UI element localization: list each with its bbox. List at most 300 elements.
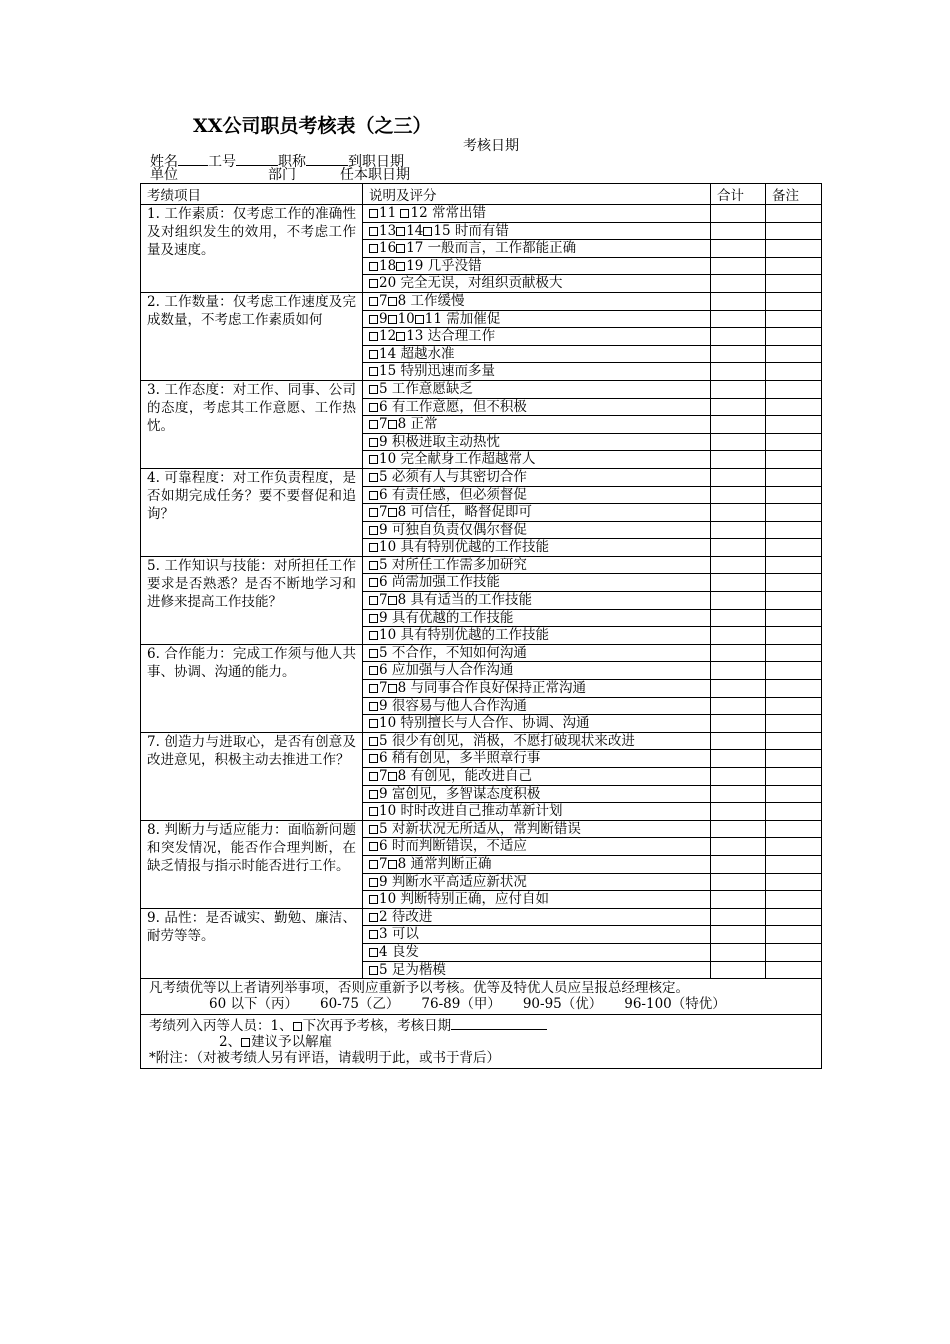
remark-cell[interactable] xyxy=(766,873,822,891)
assessment-item: 8. 判断力与适应能力：面临新问题和突发情况，能否作合理判断，在缺乏情报与指示时能否进行工作。 xyxy=(141,820,363,908)
remark-cell[interactable] xyxy=(766,539,822,557)
score-checkbox[interactable] xyxy=(369,807,378,816)
score-option-label: 15 时而有错 xyxy=(433,222,509,239)
score-option-label: 9 富创见，多智谋态度积极 xyxy=(379,785,541,802)
score-checkbox[interactable] xyxy=(415,315,424,324)
score-option-label: 17 一般而言，工作都能正确 xyxy=(406,240,577,257)
total-cell[interactable] xyxy=(711,486,766,504)
score-options-cell xyxy=(363,803,711,821)
score-checkbox[interactable] xyxy=(369,578,378,587)
score-options-cell xyxy=(363,433,711,451)
remark-cell[interactable] xyxy=(766,468,822,486)
remark-cell[interactable] xyxy=(766,926,822,944)
excellence-note: 凡考绩优等以上者请列举事项，否则应重新予以考核。优等及特优人员应呈报总经理核定。 xyxy=(149,980,689,997)
score-options-cell xyxy=(363,943,711,961)
remark-cell[interactable] xyxy=(766,855,822,873)
score-options-cell xyxy=(363,697,711,715)
score-option-label: 9 很容易与他人合作沟通 xyxy=(379,697,527,714)
score-option-label: 9 积极进取主动热忱 xyxy=(379,433,500,450)
total-cell[interactable] xyxy=(711,451,766,469)
score-option-label: 7 xyxy=(379,592,388,609)
total-cell[interactable] xyxy=(711,363,766,381)
dept-label: 部门 xyxy=(268,167,296,183)
remark-cell[interactable] xyxy=(766,222,822,240)
footer-action-cell xyxy=(141,1015,822,1069)
score-option-label: 10 特别擅长与人合作、协调、沟通 xyxy=(379,715,590,732)
score-option-label: 8 有创见，能改进自己 xyxy=(397,768,532,784)
score-option-label: 15 特别迅速而多量 xyxy=(379,363,495,380)
assessment-table xyxy=(140,183,822,1069)
score-checkbox[interactable] xyxy=(369,631,378,640)
total-cell[interactable] xyxy=(711,926,766,944)
total-cell[interactable] xyxy=(711,697,766,715)
id-label: 工号 xyxy=(208,154,236,170)
score-option-label: 5 对所任工作需多加研究 xyxy=(379,556,527,573)
remark-cell[interactable] xyxy=(766,592,822,610)
score-checkbox[interactable] xyxy=(369,966,378,975)
total-cell[interactable] xyxy=(711,838,766,856)
score-checkbox[interactable] xyxy=(369,754,378,763)
score-option-label: 9 可独自负责仅偶尔督促 xyxy=(379,521,527,538)
total-cell[interactable] xyxy=(711,820,766,838)
table-row xyxy=(141,644,822,662)
table-row xyxy=(141,292,822,310)
score-options-cell xyxy=(363,539,711,557)
score-option-label: 6 稍有创见，多半照章行事 xyxy=(379,750,541,767)
score-checkbox[interactable] xyxy=(369,526,378,535)
option-two-label: 2、 xyxy=(219,1034,242,1051)
score-option-label: 20 完全无误，对组织贡献极大 xyxy=(379,275,563,292)
score-checkbox[interactable] xyxy=(369,209,378,218)
score-options-cell xyxy=(363,468,711,486)
score-option-label: 12 常常出错 xyxy=(410,205,486,221)
assessment-item: 6. 合作能力：完成工作须与他人共事、协调、沟通的能力。 xyxy=(141,644,363,732)
score-options-cell xyxy=(363,504,711,522)
remark-cell[interactable] xyxy=(766,504,822,522)
remark-cell[interactable] xyxy=(766,398,822,416)
remark-cell[interactable] xyxy=(766,363,822,381)
total-cell[interactable] xyxy=(711,750,766,768)
score-options-cell xyxy=(363,521,711,539)
score-checkbox[interactable] xyxy=(369,684,378,693)
total-cell[interactable] xyxy=(711,275,766,293)
score-options-cell xyxy=(363,750,711,768)
class-c-label: 考绩列入丙等人员：1、 xyxy=(149,1018,293,1035)
remark-cell[interactable] xyxy=(766,768,822,786)
score-checkbox[interactable] xyxy=(369,825,378,834)
assessment-item: 4. 可靠程度：对工作负责程度，是否如期完成任务？要不要督促和追询？ xyxy=(141,468,363,556)
score-option-label: 8 工作缓慢 xyxy=(397,292,465,309)
assessment-date-label: 考核日期 xyxy=(463,138,519,154)
table-row xyxy=(141,732,822,750)
total-cell[interactable] xyxy=(711,644,766,662)
total-cell[interactable] xyxy=(711,732,766,750)
score-checkbox[interactable] xyxy=(369,649,378,658)
table-row xyxy=(141,820,822,838)
score-checkbox[interactable] xyxy=(400,209,409,218)
remark-cell[interactable] xyxy=(766,292,822,310)
score-checkbox[interactable] xyxy=(369,332,378,341)
score-checkbox[interactable] xyxy=(369,315,378,324)
total-cell[interactable] xyxy=(711,943,766,961)
score-option-label: 7 xyxy=(379,292,388,309)
total-cell[interactable] xyxy=(711,803,766,821)
grade-item: 60-75（乙） xyxy=(319,996,400,1013)
total-cell[interactable] xyxy=(711,556,766,574)
form-title: XX公司职员考核表（之三） xyxy=(193,115,432,137)
score-option-label: 8 具有适当的工作技能 xyxy=(397,592,532,609)
score-options-cell xyxy=(363,627,711,645)
total-cell[interactable] xyxy=(711,609,766,627)
remark-cell[interactable] xyxy=(766,820,822,838)
score-checkbox[interactable] xyxy=(369,772,378,781)
score-options-cell xyxy=(363,292,711,310)
remark-cell[interactable] xyxy=(766,574,822,592)
total-cell[interactable] xyxy=(711,574,766,592)
score-option-label: 2 待改进 xyxy=(379,908,433,925)
score-checkbox[interactable] xyxy=(396,227,405,236)
dismiss-line xyxy=(149,1034,821,1050)
total-cell[interactable] xyxy=(711,240,766,258)
score-options-cell xyxy=(363,486,711,504)
score-checkbox[interactable] xyxy=(388,420,397,429)
score-options-cell xyxy=(363,205,711,223)
reexam-date-field[interactable] xyxy=(451,1016,547,1030)
score-option-label: 8 通常判断正确 xyxy=(397,855,492,872)
score-option-label: 10 时时改进自己推动革新计划 xyxy=(379,803,563,820)
score-options-cell xyxy=(363,785,711,803)
total-cell[interactable] xyxy=(711,222,766,240)
score-option-label: 6 时而判断错误，不适应 xyxy=(379,838,527,855)
name-label: 姓名 xyxy=(150,154,178,170)
hire-date-label: 到职日期 xyxy=(348,154,404,170)
score-options-cell xyxy=(363,732,711,750)
table-row xyxy=(141,908,822,926)
remark-cell[interactable] xyxy=(766,609,822,627)
score-option-label: 4 良发 xyxy=(379,943,419,960)
total-cell[interactable] xyxy=(711,680,766,698)
score-options-cell xyxy=(363,345,711,363)
score-option-label: 9 具有优越的工作技能 xyxy=(379,609,514,626)
score-option-label: 7 xyxy=(379,416,388,433)
score-checkbox[interactable] xyxy=(369,948,378,957)
total-cell[interactable] xyxy=(711,257,766,275)
score-checkbox[interactable] xyxy=(388,297,397,306)
grade-item: 90-95（优） xyxy=(522,996,603,1013)
score-checkbox[interactable] xyxy=(369,385,378,394)
score-options-cell xyxy=(363,380,711,398)
score-option-label: 8 正常 xyxy=(397,416,438,433)
score-option-label: 10 具有特别优越的工作技能 xyxy=(379,539,549,556)
score-checkbox[interactable] xyxy=(369,842,378,851)
footer-grades-cell xyxy=(141,979,822,1015)
name-field[interactable] xyxy=(178,152,208,166)
grade-scale xyxy=(149,996,821,1012)
remark-note: *附注：（对被考绩人另有评语，请载明于此，或书于背后） xyxy=(149,1050,500,1067)
remark-cell[interactable] xyxy=(766,416,822,434)
reexam-line xyxy=(149,1016,821,1034)
remark-cell[interactable] xyxy=(766,891,822,909)
remark-cell[interactable] xyxy=(766,345,822,363)
score-options-cell xyxy=(363,768,711,786)
score-options-cell xyxy=(363,715,711,733)
total-cell[interactable] xyxy=(711,768,766,786)
score-option-label: 16 xyxy=(379,240,397,257)
total-cell[interactable] xyxy=(711,662,766,680)
score-checkbox[interactable] xyxy=(396,262,405,271)
score-options-cell xyxy=(363,961,711,979)
score-option-label: 6 有工作意愿，但不积极 xyxy=(379,398,527,415)
score-options-cell xyxy=(363,820,711,838)
total-cell[interactable] xyxy=(711,908,766,926)
remark-cell[interactable] xyxy=(766,750,822,768)
score-checkbox[interactable] xyxy=(369,790,378,799)
score-checkbox[interactable] xyxy=(369,860,378,869)
total-cell[interactable] xyxy=(711,785,766,803)
total-cell[interactable] xyxy=(711,855,766,873)
assessment-item: 7. 创造力与进取心，是否有创意及改进意见，积极主动去推进工作？ xyxy=(141,732,363,820)
score-option-label: 8 与同事合作良好保持正常沟通 xyxy=(397,680,586,697)
total-cell[interactable] xyxy=(711,398,766,416)
remark-cell[interactable] xyxy=(766,785,822,803)
score-checkbox[interactable] xyxy=(388,772,397,781)
remark-cell[interactable] xyxy=(766,908,822,926)
score-options-cell xyxy=(363,222,711,240)
remark-cell[interactable] xyxy=(766,486,822,504)
remark-cell[interactable] xyxy=(766,433,822,451)
header-row xyxy=(141,184,822,205)
score-checkbox[interactable] xyxy=(388,860,397,869)
remark-cell[interactable] xyxy=(766,240,822,258)
remark-cell[interactable] xyxy=(766,680,822,698)
score-options-cell xyxy=(363,310,711,328)
score-options-cell xyxy=(363,240,711,258)
score-options-cell xyxy=(363,556,711,574)
score-option-label: 14 超越水准 xyxy=(379,345,455,362)
score-option-label: 5 对新状况无所适从，常判断错误 xyxy=(379,820,581,837)
remark-cell[interactable] xyxy=(766,961,822,979)
assessment-item: 5. 工作知识与技能：对所担任工作要求是否熟悉？是否不断地学习和进修来提高工作技能？ xyxy=(141,556,363,644)
score-options-cell xyxy=(363,609,711,627)
score-option-label: 10 xyxy=(397,310,415,327)
score-checkbox[interactable] xyxy=(388,508,397,517)
reexam-checkbox[interactable] xyxy=(293,1022,302,1031)
score-option-label: 7 xyxy=(379,768,388,784)
score-checkbox[interactable] xyxy=(369,473,378,482)
remark-cell[interactable] xyxy=(766,715,822,733)
grade-item: 60 以下（丙） xyxy=(209,996,298,1013)
remark-cell[interactable] xyxy=(766,732,822,750)
remark-cell[interactable] xyxy=(766,644,822,662)
score-checkbox[interactable] xyxy=(369,913,378,922)
reexam-label: 下次再予考核，考核日期 xyxy=(302,1018,452,1035)
score-option-label: 19 几乎没错 xyxy=(406,257,482,274)
total-cell[interactable] xyxy=(711,292,766,310)
score-checkbox[interactable] xyxy=(369,561,378,570)
score-options-cell xyxy=(363,644,711,662)
total-cell[interactable] xyxy=(711,468,766,486)
score-checkbox[interactable] xyxy=(369,438,378,447)
score-options-cell xyxy=(363,451,711,469)
score-option-label: 10 判断特别正确，应付自如 xyxy=(379,891,549,908)
table-row xyxy=(141,380,822,398)
total-cell[interactable] xyxy=(711,328,766,346)
score-option-label: 11 需加催促 xyxy=(424,310,501,327)
dismiss-label: 建议予以解雇 xyxy=(251,1034,333,1051)
score-checkbox[interactable] xyxy=(369,508,378,517)
score-checkbox[interactable] xyxy=(388,684,397,693)
score-options-cell xyxy=(363,891,711,909)
score-option-label: 18 xyxy=(379,257,397,274)
score-checkbox[interactable] xyxy=(369,279,378,288)
remark-cell[interactable] xyxy=(766,205,822,223)
total-cell[interactable] xyxy=(711,504,766,522)
remark-cell[interactable] xyxy=(766,275,822,293)
score-options-cell xyxy=(363,873,711,891)
score-checkbox[interactable] xyxy=(369,367,378,376)
header-remark: 备注 xyxy=(766,184,822,205)
grade-item: 96-100（特优） xyxy=(624,996,726,1013)
score-checkbox[interactable] xyxy=(369,244,378,253)
score-option-label: 12 xyxy=(379,328,397,345)
total-cell[interactable] xyxy=(711,433,766,451)
score-option-label: 9 判断水平高适应新状况 xyxy=(379,873,527,890)
score-checkbox[interactable] xyxy=(369,737,378,746)
total-cell[interactable] xyxy=(711,627,766,645)
footer-grades-row xyxy=(141,979,822,1015)
score-options-cell xyxy=(363,257,711,275)
remark-cell[interactable] xyxy=(766,803,822,821)
score-checkbox[interactable] xyxy=(369,350,378,359)
dismiss-checkbox[interactable] xyxy=(241,1038,250,1047)
grade-item: 76-89（甲） xyxy=(421,996,501,1013)
remark-cell[interactable] xyxy=(766,627,822,645)
score-checkbox[interactable] xyxy=(369,420,378,429)
total-cell[interactable] xyxy=(711,873,766,891)
score-option-label: 5 很少有创见，消极，不愿打破现状来改进 xyxy=(379,732,635,749)
remark-cell[interactable] xyxy=(766,257,822,275)
header-desc: 说明及评分 xyxy=(363,184,711,205)
score-options-cell xyxy=(363,416,711,434)
score-checkbox[interactable] xyxy=(369,455,378,464)
score-option-label: 9 xyxy=(379,310,388,327)
score-option-label: 6 应加强与人合作沟通 xyxy=(379,662,514,679)
remark-cell[interactable] xyxy=(766,380,822,398)
score-options-cell xyxy=(363,328,711,346)
score-option-label: 11 xyxy=(379,205,401,221)
score-checkbox[interactable] xyxy=(369,491,378,500)
score-options-cell xyxy=(363,926,711,944)
remark-cell[interactable] xyxy=(766,521,822,539)
remark-cell[interactable] xyxy=(766,943,822,961)
table-row xyxy=(141,556,822,574)
score-option-label: 5 必须有人与其密切合作 xyxy=(379,468,527,485)
score-checkbox[interactable] xyxy=(369,297,378,306)
total-cell[interactable] xyxy=(711,539,766,557)
score-option-label: 5 不合作，不知如何沟通 xyxy=(379,644,527,661)
score-checkbox[interactable] xyxy=(369,702,378,711)
score-option-label: 13 xyxy=(379,222,397,239)
position-label: 职称 xyxy=(278,154,306,170)
score-checkbox[interactable] xyxy=(388,315,397,324)
table-row xyxy=(141,468,822,486)
footer-action-row xyxy=(141,1015,822,1069)
score-option-label: 13 达合理工作 xyxy=(406,328,496,345)
remark-cell[interactable] xyxy=(766,697,822,715)
score-option-label: 7 xyxy=(379,504,388,521)
score-options-cell xyxy=(363,680,711,698)
remark-cell[interactable] xyxy=(766,451,822,469)
total-cell[interactable] xyxy=(711,961,766,979)
score-checkbox[interactable] xyxy=(369,878,378,887)
score-options-cell xyxy=(363,838,711,856)
unit-label: 单位 xyxy=(150,167,178,183)
assessment-item: 2. 工作数量：仅考虑工作速度及完成数量，不考虑工作素质如何 xyxy=(141,292,363,380)
remark-cell[interactable] xyxy=(766,838,822,856)
total-cell[interactable] xyxy=(711,310,766,328)
total-cell[interactable] xyxy=(711,380,766,398)
score-checkbox[interactable] xyxy=(369,262,378,271)
score-option-label: 7 xyxy=(379,855,388,872)
score-checkbox[interactable] xyxy=(388,596,397,605)
score-option-label: 3 可以 xyxy=(379,926,419,943)
score-checkbox[interactable] xyxy=(369,930,378,939)
total-cell[interactable] xyxy=(711,521,766,539)
score-checkbox[interactable] xyxy=(369,403,378,412)
score-options-cell xyxy=(363,908,711,926)
score-options-cell xyxy=(363,662,711,680)
score-checkbox[interactable] xyxy=(396,332,405,341)
score-option-label: 5 足为楷模 xyxy=(379,961,446,978)
id-field[interactable] xyxy=(236,152,278,166)
score-option-label: 14 xyxy=(406,222,424,239)
remark-cell[interactable] xyxy=(766,328,822,346)
score-option-label: 6 尚需加强工作技能 xyxy=(379,574,500,591)
score-option-label: 10 具有特别优越的工作技能 xyxy=(379,627,549,644)
score-option-label: 10 完全献身工作超越常人 xyxy=(379,451,536,468)
remark-cell[interactable] xyxy=(766,310,822,328)
score-checkbox[interactable] xyxy=(369,543,378,552)
total-cell[interactable] xyxy=(711,345,766,363)
remark-cell[interactable] xyxy=(766,662,822,680)
score-checkbox[interactable] xyxy=(369,719,378,728)
table-row xyxy=(141,205,822,223)
score-checkbox[interactable] xyxy=(369,666,378,675)
score-checkbox[interactable] xyxy=(396,244,405,253)
score-checkbox[interactable] xyxy=(369,227,378,236)
assessment-item: 9. 品性：是否诚实、勤勉、廉洁、耐劳等等。 xyxy=(141,908,363,978)
remark-cell[interactable] xyxy=(766,556,822,574)
total-cell[interactable] xyxy=(711,715,766,733)
score-option-label: 6 有责任感，但必须督促 xyxy=(379,486,527,503)
score-option-label: 5 工作意愿缺乏 xyxy=(379,380,473,397)
header-item: 考绩项目 xyxy=(141,184,363,205)
total-cell[interactable] xyxy=(711,592,766,610)
assessment-item: 3. 工作态度：对工作、同事、公司的态度，考虑其工作意愿、工作热忱。 xyxy=(141,380,363,468)
total-cell[interactable] xyxy=(711,891,766,909)
score-option-label: 7 xyxy=(379,680,388,697)
score-checkbox[interactable] xyxy=(369,614,378,623)
header-total: 合计 xyxy=(711,184,766,205)
score-checkbox[interactable] xyxy=(369,596,378,605)
total-cell[interactable] xyxy=(711,416,766,434)
score-options-cell xyxy=(363,363,711,381)
score-checkbox[interactable] xyxy=(369,895,378,904)
total-cell[interactable] xyxy=(711,205,766,223)
info-row-2 xyxy=(150,167,410,183)
position-field[interactable] xyxy=(306,152,348,166)
score-checkbox[interactable] xyxy=(423,227,432,236)
